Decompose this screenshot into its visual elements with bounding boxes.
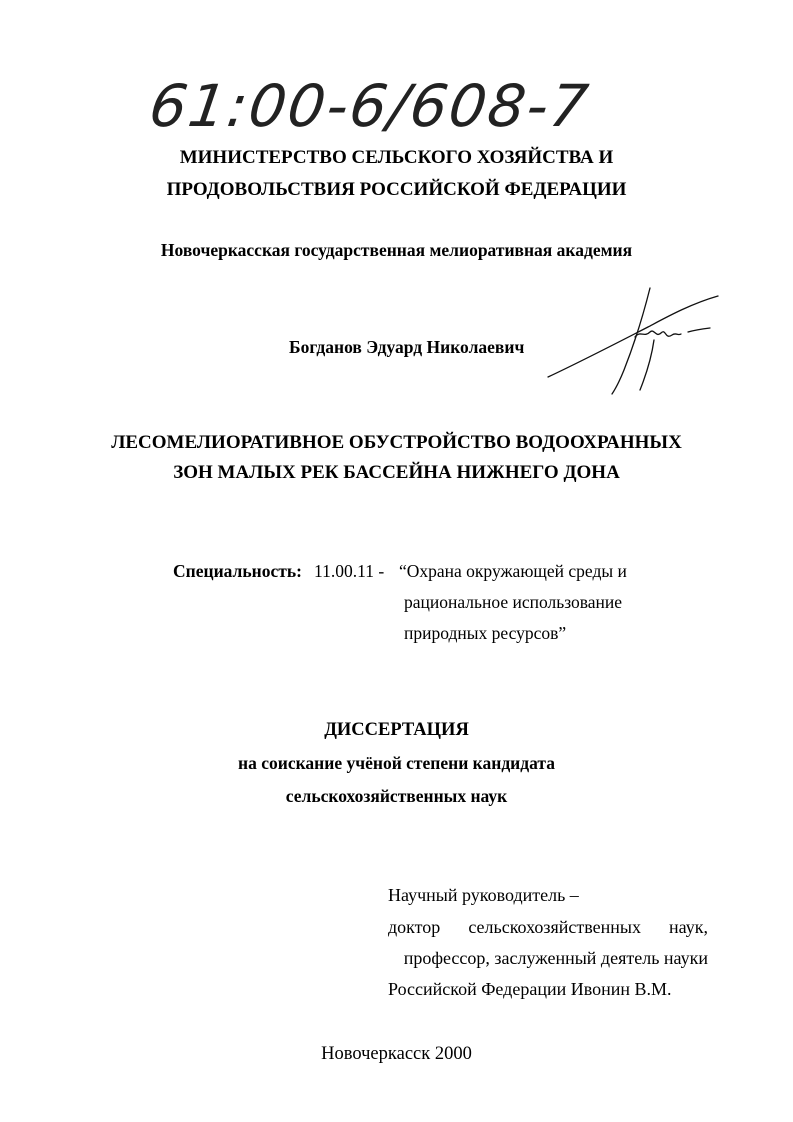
specialty-name-line-1: “Охрана окружающей среды и bbox=[399, 561, 627, 581]
ministry-line-1: МИНИСТЕРСТВО СЕЛЬСКОГО ХОЗЯЙСТВА И bbox=[179, 147, 614, 168]
advisor-title: Научный руководитель – bbox=[388, 885, 579, 905]
degree-line-1: на соискание учёной степени кандидата bbox=[238, 753, 555, 773]
author-name: Богданов Эдуард Николаевич bbox=[289, 337, 525, 357]
archive-number-handwritten: 61:00-6/608-7 bbox=[145, 72, 594, 140]
specialty-name-line-3: природных ресурсов” bbox=[404, 623, 567, 643]
specialty-name-line-2: рациональное использование bbox=[404, 592, 623, 612]
signature-icon bbox=[540, 282, 725, 402]
degree-line-2: сельскохозяйственных наук bbox=[285, 786, 508, 806]
specialty-code: 11.00.11 - bbox=[314, 561, 385, 581]
dissertation-heading: ДИССЕРТАЦИЯ bbox=[324, 720, 469, 740]
advisor-name: Российской Федерации Ивонин В.М. bbox=[388, 979, 672, 999]
specialty-label: Специальность: bbox=[173, 561, 302, 581]
city-year: Новочеркасск 2000 bbox=[321, 1044, 472, 1064]
ministry-line-2: ПРОДОВОЛЬСТВИЯ РОССИЙСКОЙ ФЕДЕРАЦИИ bbox=[166, 179, 627, 200]
advisor-position: профессор, заслуженный деятель науки bbox=[403, 948, 708, 968]
advisor-degree: доктор сельскохозяйственных наук, bbox=[388, 917, 708, 937]
dissertation-title-line-1: ЛЕСОМЕЛИОРАТИВНОЕ ОБУСТРОЙСТВО ВОДООХРАННЫХ bbox=[111, 432, 682, 453]
academy-name: Новочеркасская государственная мелиоративная академия bbox=[160, 240, 633, 260]
dissertation-title-line-2: ЗОН МАЛЫХ РЕК БАССЕЙНА НИЖНЕГО ДОНА bbox=[173, 462, 620, 483]
